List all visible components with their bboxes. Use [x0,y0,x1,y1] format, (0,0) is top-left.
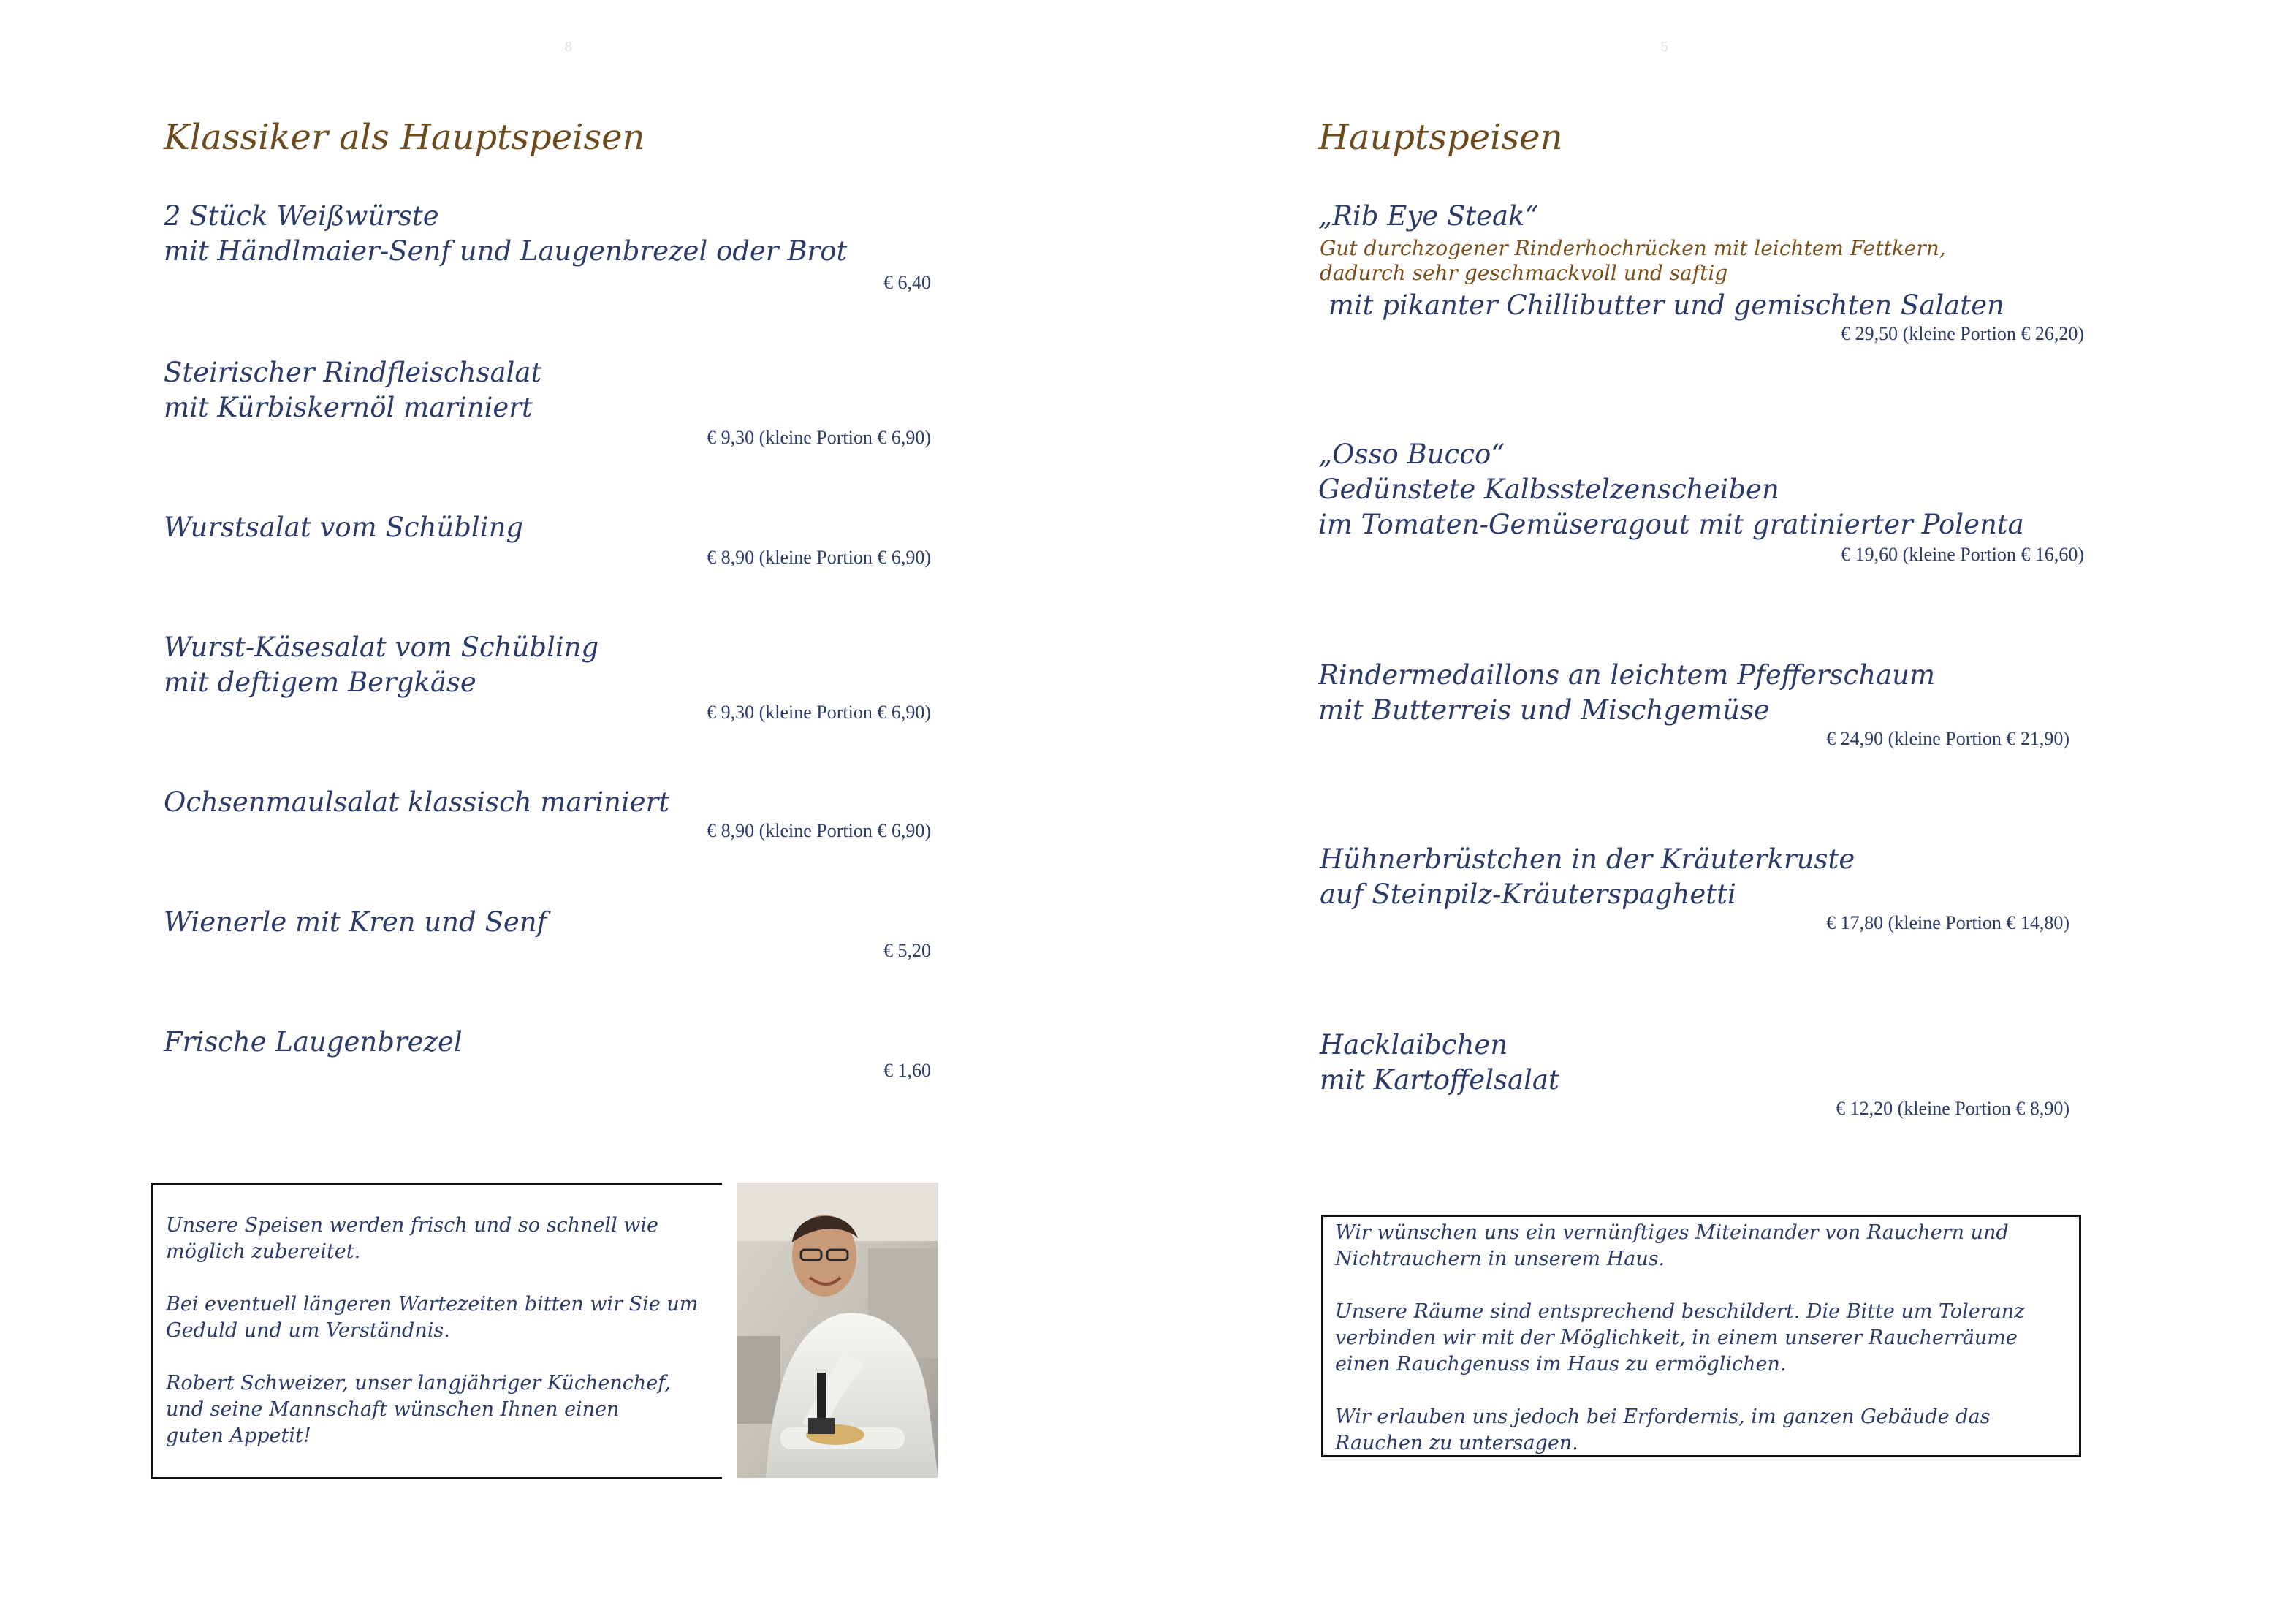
dish-name: Hühnerbrüstchen in der Kräuterkruste [1320,843,1855,875]
dish-price: € 9,30 (kleine Portion € 6,90) [707,702,931,723]
dish-price: € 9,30 (kleine Portion € 6,90) [707,427,931,448]
note-paragraph: Unsere Räume sind entsprechend beschildert. Die Bitte um Toleranz verbinden wir mit der Möglichkeit, in einem unserer Raucherräume einen Rauchgenuss im Haus zu ermöglichen. [1335,1300,2025,1376]
section-heading-klassiker: Klassiker als Hauptspeisen [164,117,645,158]
note-paragraph: Unsere Speisen werden frisch und so schnell wie möglich zubereitet. [166,1214,659,1263]
dish-price: € 8,90 (kleine Portion € 6,90) [707,547,931,568]
dish-price: € 29,50 (kleine Portion € 26,20) [1841,323,2084,344]
dish-name: Ochsenmaulsalat klassisch mariniert [164,786,670,818]
kitchen-note-text [166,1213,707,1449]
dish-price: € 5,20 [883,940,931,961]
dish-detail: mit Händlmaier-Senf und Laugenbrezel oder Brot [164,235,848,267]
dish-name: „Rib Eye Steak“ [1318,200,1539,232]
smoking-note-box [1321,1215,2081,1457]
section-heading-hauptspeisen: Hauptspeisen [1318,117,1563,158]
dish-name: Wurstsalat vom Schübling [164,512,524,543]
dish-price: € 24,90 (kleine Portion € 21,90) [1826,728,2069,749]
dish-description: dadurch sehr geschmackvoll und saftig [1320,261,1728,285]
note-line: Robert Schweizer, unser langjähriger Küchenchef, und seine Mannschaft wünschen Ihnen einen [166,1372,671,1421]
dish-detail: im Tomaten-Gemüseragout mit gratinierter Polenta [1318,509,2024,540]
dish-detail: mit Butterreis und Mischgemüse [1318,694,1770,726]
dish-name: Frische Laugenbrezel [164,1026,463,1058]
dish-price: € 19,60 (kleine Portion € 16,60) [1841,544,2084,565]
dish-price: € 1,60 [883,1060,931,1081]
dish-price: € 12,20 (kleine Portion € 8,90) [1836,1098,2069,1119]
dish-name: 2 Stück Weißwürste [164,200,439,232]
dish-description: Gut durchzogener Rinderhochrücken mit leichtem Fettkern, [1320,236,1946,260]
dish-price: € 17,80 (kleine Portion € 14,80) [1826,912,2069,933]
dish-detail: mit deftigem Bergkäse [164,667,476,698]
note-paragraph: Wir wünschen uns ein vernünftiges Miteinander von Rauchern und Nichtrauchern in unserem Haus. [1335,1221,2009,1270]
dish-name: Wurst-Käsesalat vom Schübling [164,631,599,663]
dish-name: Rindermedaillons an leichtem Pfefferschaum [1318,659,1936,691]
page-number-left: 8 [564,39,573,55]
dish-price: € 8,90 (kleine Portion € 6,90) [707,820,931,841]
dish-detail: auf Steinpilz-Kräuterspaghetti [1320,879,1736,910]
dish-name: Steirischer Rindfleischsalat [164,357,542,388]
note-paragraph: Bei eventuell längeren Wartezeiten bitten wir Sie um Geduld und um Verständnis. [166,1293,699,1342]
page-number-right: 5 [1660,39,1669,55]
dish-name: „Osso Bucco“ [1318,439,1505,470]
dish-detail: mit Kartoffelsalat [1320,1064,1559,1096]
dish-detail: mit Kürbiskernöl mariniert [164,392,533,423]
kitchen-note-box [151,1183,722,1479]
note-line: guten Appetit! [166,1424,311,1447]
dish-name: Hacklaibchen [1320,1029,1508,1060]
dish-detail: Gedünstete Kalbsstelzenscheiben [1318,474,1779,505]
dish-name: Wienerle mit Kren und Senf [164,906,547,938]
chef-photo [737,1183,938,1478]
note-paragraph [166,1370,707,1449]
dish-price: € 6,40 [883,272,931,293]
smoking-note-text [1335,1220,2066,1457]
note-paragraph: Wir erlauben uns jedoch bei Erfordernis, im ganzen Gebäude das Rauchen zu untersagen. [1335,1405,1991,1454]
dish-detail: mit pikanter Chillibutter und gemischten Salaten [1320,289,2004,321]
chef-photo-illustration [737,1183,938,1478]
